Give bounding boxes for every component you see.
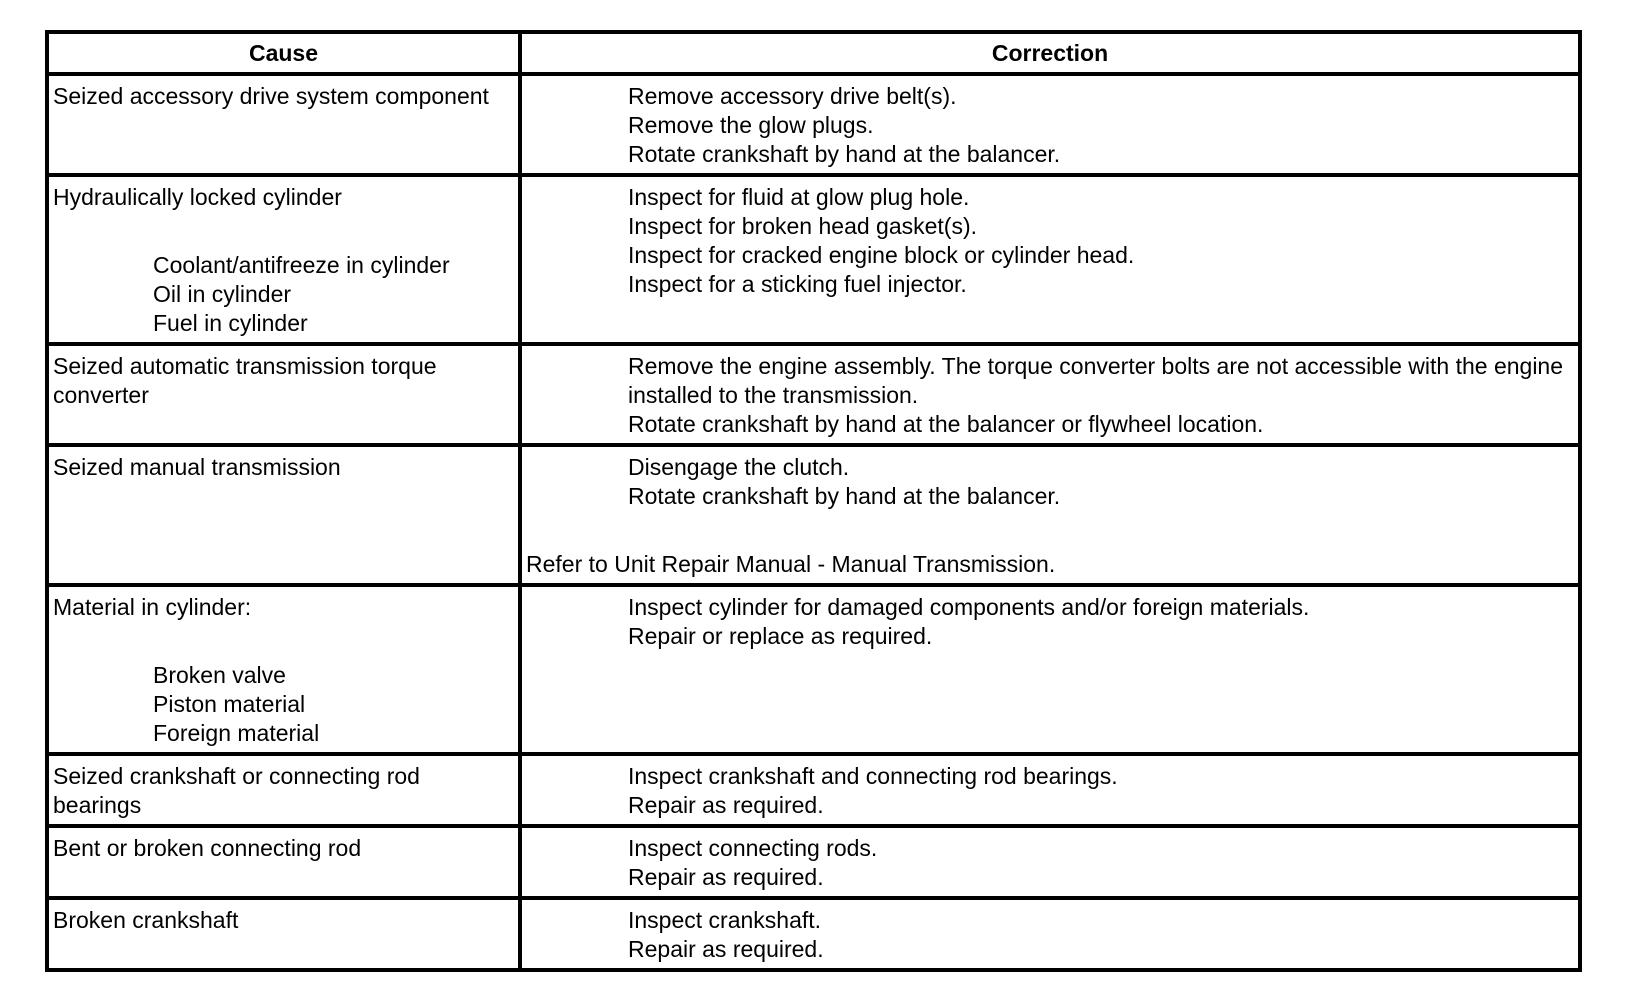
cause-cell (47, 175, 520, 344)
cause-cell (47, 344, 520, 445)
correction-step: Inspect for broken head gasket(s). (628, 213, 978, 239)
table-row (47, 754, 1580, 826)
correction-cell (520, 175, 1580, 344)
sub-cause-item: Foreign material (153, 720, 320, 746)
correction-cell (520, 445, 1580, 585)
correction-cell (520, 898, 1580, 970)
table-row (47, 344, 1580, 445)
reference-note: Refer to Unit Repair Manual - Manual Transmission. (526, 551, 1056, 577)
correction-step: Inspect connecting rods. (628, 835, 878, 861)
cause-text: Broken crankshaft (53, 907, 239, 933)
correction-step: Inspect for a sticking fuel injector. (628, 271, 967, 297)
correction-step: Repair as required. (628, 792, 824, 818)
table-row (47, 898, 1580, 970)
correction-step: Disengage the clutch. (628, 454, 850, 480)
table-row (47, 74, 1580, 175)
correction-cell (520, 585, 1580, 754)
cause-cell (47, 754, 520, 826)
correction-step: Inspect cylinder for damaged components and/or foreign materials. (628, 594, 1310, 620)
table-row (47, 826, 1580, 898)
sub-cause-item: Coolant/antifreeze in cylinder (153, 252, 450, 278)
sub-cause-item: Fuel in cylinder (153, 310, 308, 336)
correction-cell (520, 826, 1580, 898)
table-row (47, 585, 1580, 754)
correction-step: Remove accessory drive belt(s). (628, 83, 957, 109)
correction-step: Repair as required. (628, 864, 824, 890)
cause-cell (47, 445, 520, 585)
cause-text: Seized crankshaft or connecting rod bearings (53, 763, 420, 818)
sub-cause-item: Oil in cylinder (153, 281, 292, 307)
header-row (47, 32, 1580, 74)
correction-cell (520, 754, 1580, 826)
correction-cell (520, 74, 1580, 175)
cause-text: Seized manual transmission (53, 454, 341, 480)
table-row (47, 445, 1580, 585)
correction-step: Rotate crankshaft by hand at the balancer. (628, 483, 1061, 509)
table-body (47, 74, 1580, 970)
sub-cause-item: Broken valve (153, 662, 286, 688)
cause-cell (47, 826, 520, 898)
correction-step: Inspect for fluid at glow plug hole. (628, 184, 970, 210)
cause-text: Seized automatic transmission torque converter (53, 353, 437, 408)
correction-step: Repair as required. (628, 936, 824, 962)
correction-header: Correction (520, 32, 1580, 74)
sub-cause-item: Piston material (153, 691, 306, 717)
cause-text: Material in cylinder: (53, 594, 252, 620)
cause-text: Seized accessory drive system component (53, 83, 489, 109)
cause-cell (47, 898, 520, 970)
correction-step: Inspect crankshaft and connecting rod bearings. (628, 763, 1118, 789)
diagnostic-table (45, 30, 1582, 972)
correction-step: Remove the glow plugs. (628, 112, 874, 138)
table-row (47, 175, 1580, 344)
cause-text: Bent or broken connecting rod (53, 835, 362, 861)
correction-step: Rotate crankshaft by hand at the balancer. (628, 141, 1061, 167)
cause-text: Hydraulically locked cylinder (53, 184, 342, 210)
correction-step: Repair or replace as required. (628, 623, 933, 649)
cause-header: Cause (47, 32, 520, 74)
correction-step: Rotate crankshaft by hand at the balancer or flywheel location. (628, 411, 1264, 437)
correction-step: Inspect crankshaft. (628, 907, 822, 933)
correction-step: Inspect for cracked engine block or cylinder head. (628, 242, 1135, 268)
cause-cell (47, 74, 520, 175)
correction-step: Remove the engine assembly. The torque converter bolts are not accessible with the engine installed to the transmission. (628, 353, 1564, 408)
correction-cell (520, 344, 1580, 445)
cause-cell (47, 585, 520, 754)
